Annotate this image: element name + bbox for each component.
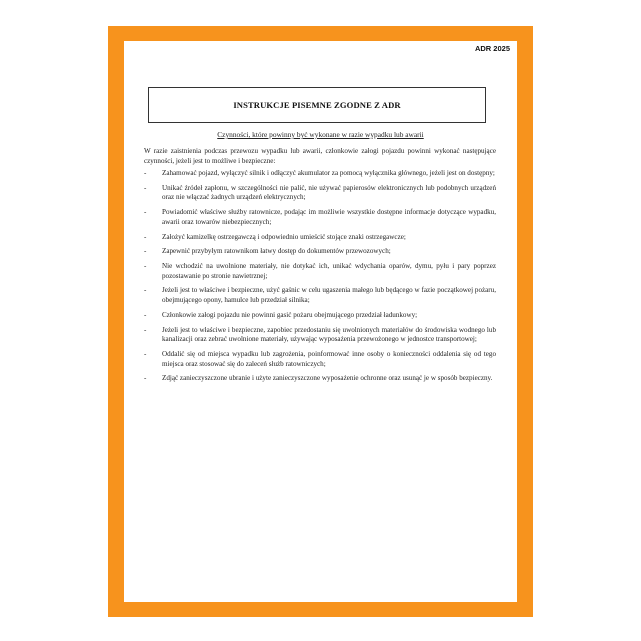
bullet-dash: -	[144, 232, 147, 241]
list-item-text: Oddalić się od miejsca wypadku lub zagrożenia, poinformować inne osoby o konieczności oddalenia się od tego miejsca oraz stosować się do zaleceń służb ratowniczych;	[162, 350, 496, 368]
bullet-dash: -	[144, 350, 147, 358]
bullet-dash: -	[144, 262, 147, 271]
bullet-dash: -	[144, 208, 147, 217]
list-item-text: Założyć kamizelkę ostrzegawczą i odpowiednio umieścić stojące znaki ostrzegawcze;	[162, 232, 406, 241]
document-orange-border	[108, 26, 533, 617]
intro-paragraph: W razie zaistnienia podczas przewozu wypadku lub awarii, członkowie załogi pojazdu powinni wykonać następujące czynności, jeżeli jest to możliwe i bezpieczne:	[144, 147, 496, 165]
list-item-text: Członkowie załogi pojazdu nie powinni gasić pożaru obejmującego przedział ładunkowy;	[162, 310, 418, 319]
list-item-text: Zahamować pojazd, wyłączyć silnik i odłączyć akumulator za pomocą wyłącznika głównego, jeżeli jest on dostępny;	[162, 169, 495, 177]
document-title: INSTRUKCJE PISEMNE ZGODNE Z ADR	[233, 100, 401, 110]
list-item	[144, 262, 496, 281]
bullet-dash: -	[144, 183, 147, 192]
list-item	[144, 169, 496, 179]
list-item-text: Zapewnić przybyłym ratownikom łatwy dostęp do dokumentów przewozowych;	[162, 247, 391, 256]
instructions-list	[144, 169, 496, 389]
bullet-dash: -	[144, 286, 147, 295]
title-box	[148, 87, 486, 123]
bullet-dash: -	[144, 310, 147, 319]
list-item	[144, 184, 496, 203]
list-item	[144, 374, 496, 384]
bullet-dash: -	[144, 325, 147, 334]
list-item-text: Unikać źródeł zapłonu, w szczególności nie palić, nie używać papierosów elektronicznych lub podobnych urządzeń oraz nie włączać żadnych urządzeń elektrycznych;	[162, 183, 496, 202]
document-subtitle: Czynności, które powinny być wykonane w razie wypadku lub awarii	[217, 130, 424, 139]
list-item-text: Powiadomić właściwe służby ratownicze, podając im możliwie wszystkie dostępne informacje dotyczące wypadku, awarii oraz towarów niebezpiecznych;	[162, 208, 496, 226]
bullet-dash: -	[144, 169, 147, 177]
list-item	[144, 311, 496, 321]
list-item	[144, 326, 496, 345]
list-item	[144, 350, 496, 369]
bullet-dash: -	[144, 374, 147, 383]
list-item	[144, 208, 496, 227]
bullet-dash: -	[144, 247, 147, 256]
list-item-text: Nie wchodzić na uwolnione materiały, nie dotykać ich, unikać wdychania oparów, dymu, pyłu i pary poprzez pozostawanie po stronie nawietrznej;	[162, 262, 496, 280]
document-page	[124, 41, 517, 602]
list-item-text: Zdjąć zanieczyszczone ubranie i użyte zanieczyszczone wyposażenie ochronne oraz usunąć je w sposób bezpieczny.	[162, 374, 493, 383]
list-item	[144, 286, 496, 305]
list-item	[144, 233, 496, 243]
list-item-text: Jeżeli jest to właściwe i bezpieczne, zapobiec przedostaniu się uwolnionych materiałów do środowiska wodnego lub kanalizacji oraz zebrać uwolnione materiały, używając wyposażenia przewożonego w jednostce transportowej;	[162, 325, 496, 344]
adr-year-badge: ADR 2025	[474, 44, 510, 53]
list-item-text: Jeżeli jest to właściwe i bezpieczne, użyć gaśnic w celu ugaszenia małego lub będącego w fazie początkowej pożaru, obejmującego opony, hamulce lub przedział silnika;	[162, 286, 496, 305]
list-item	[144, 247, 496, 257]
